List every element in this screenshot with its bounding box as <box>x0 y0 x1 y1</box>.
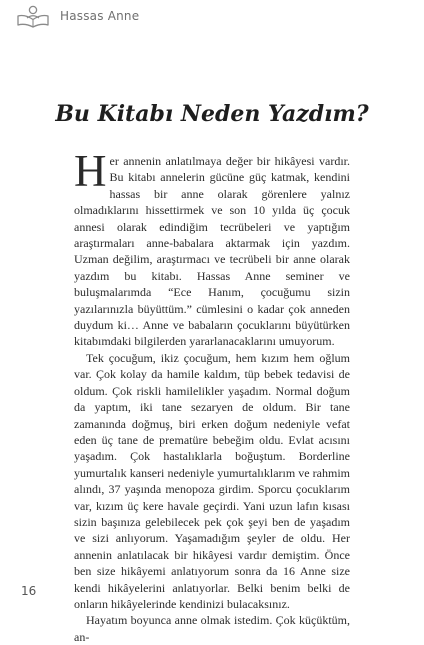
running-header <box>16 4 139 28</box>
header-title: Hassas Anne <box>60 9 140 23</box>
chapter-title: Bu Kitabı Neden Yazdım? <box>55 101 369 127</box>
page-number: 16 <box>21 584 37 598</box>
body-text <box>74 146 350 645</box>
paragraph-2: Tek çocuğum, ikiz çocuğum, hem kızım hem oğlum var. Çok kolay da hamile kaldım, tüp bebek tedavisi de oldum. Çok riskli hamilelikler yaşadım. Normal doğum da yaptım, iki tane sezaryen de oldum. Bir tane zamanında doğmuş, biri erken doğum nedeniyle vefat eden üç tane de prematüre bebeğim oldu. Evlat acısını yaşadım. Çok hastalıklarla boğuştum. Borderline yumurtalık kanseri nedeniyle yumurtalıklarım ve rahmim alındı, 37 yaşında menopoza girdim. Sporcu çocuklarım var, kızım üç kere havale geçirdi. Yani uzun lafın kısası sizin başınıza gelebilecek pek çok şeyi ben de yaşadım ve sizi anlıyorum. Yaşamadığım şeyler de oldu. Her annenin anlatılacak bir hikâyesi vardır demiştim. Önce ben size hikâyemi anlatıyorum sonra da 16 Anne size kendi hikâyelerini anlatıyorlar. Belki benim belki de onların hikâyelerinde kendinizi bulacaksınız. <box>74 350 350 611</box>
paragraph-1-text: er annenin anlatılmaya değer bir hikâyesi vardır. Bu kitabı annelerin gücüne güç katmak, kendini hassas bir anne olarak görenlere yalnız olmadıklarını hissettirmek ve son 10 yılda üç çocuk annesi olarak edindiğim tecrübeleri ve yaptığım araştırmaları anne-babalara aktarmak için yazdım. Uzman değilim, araştırmacı ve tecrübeli bir anne olarak yazdım bu kitabı. Hassas Anne seminer ve buluşmalarımda “Ece Hanım, çocuğumu sizin yazılarınızla büyüttüm.” cümlesini o kadar çok anneden duydum ki… Anne ve babaların çocuklarını büyütürken kitabımdaki bilgilerden yararlanacaklarını umuyorum. <box>74 154 350 349</box>
drop-cap: H <box>74 146 107 196</box>
paragraph-3: Hayatım boyunca anne olmak istedim. Çok küçüktüm, an- <box>74 613 350 644</box>
open-book-reader-icon <box>16 4 50 28</box>
paragraph-1 <box>74 146 350 350</box>
